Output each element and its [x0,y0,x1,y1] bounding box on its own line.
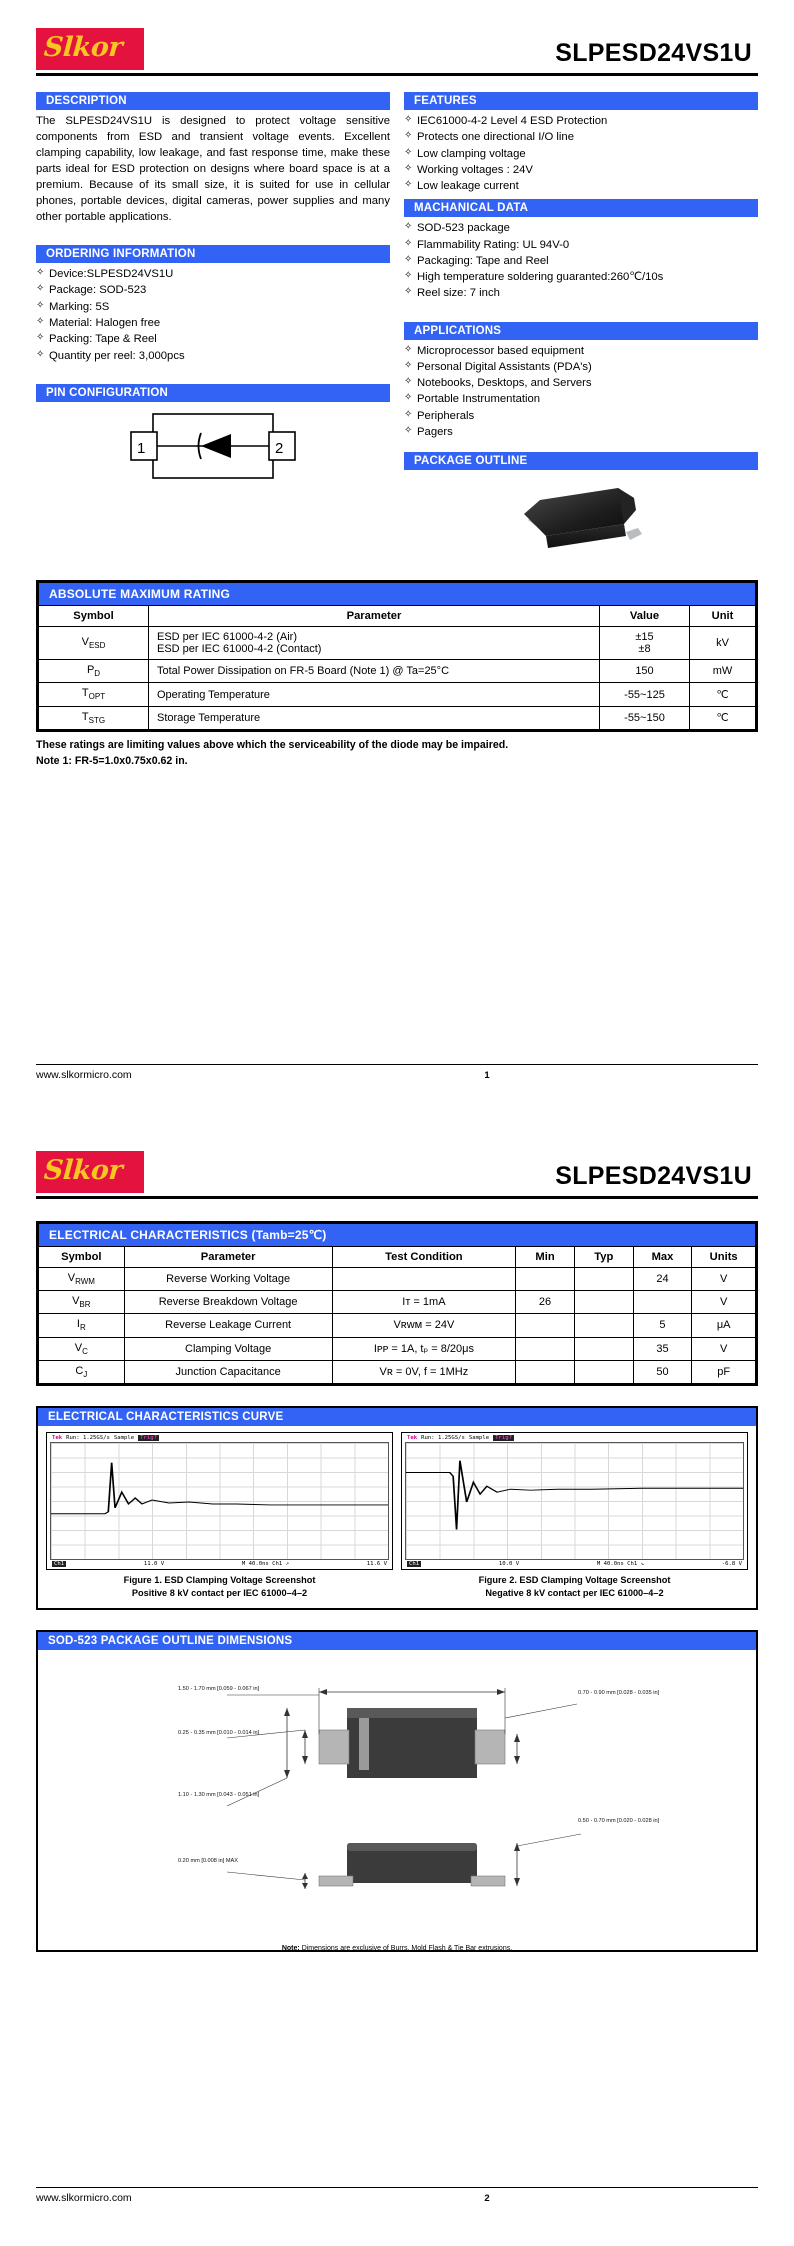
scope-run-label: Run: 1.25GS/s [421,1434,465,1441]
cell-min [516,1314,575,1337]
list-item: ✧ Package: SOD-523 [36,282,390,298]
table-row [39,660,756,683]
list-item: ✧ Peripherals [404,408,758,424]
slkor-logo [36,1151,144,1193]
column-header-min: Min [516,1247,575,1268]
symbol-subscript: R [79,1323,86,1333]
list-item: ✧ Packing: Tape & Reel [36,331,390,347]
list-item: ✧ Personal Digital Assistants (PDA's) [404,359,758,375]
list-item: ✧ Low leakage current [404,178,758,194]
note-label: Note: [281,1944,300,1952]
cell-parameter: Clamping Voltage [124,1337,332,1360]
waveform-trace-icon [51,1443,388,1559]
cell-value [600,627,690,660]
scope-time-div: M 40.0ns Ch1 ↗ [241,1560,290,1567]
value-line: ±15 [635,631,654,644]
mechanical-data-list [404,220,758,301]
note-line: These ratings are limiting values above which the serviceability of the diode may be impaired. [36,738,509,751]
table-row [39,627,756,660]
dimension-label-body-width: 0.70 - 0.90 mm [0.028 - 0.035 in] [578,1689,660,1696]
waveform-trace-icon [406,1443,743,1559]
cell-symbol [39,1360,125,1383]
cell-min [516,1268,575,1291]
column-header-value: Value [600,606,690,627]
footer-page-number: 2 [484,2192,490,2204]
scope-volts-div: 11.0 V [143,1560,165,1567]
cell-max [633,1291,692,1314]
left-column [36,92,390,558]
list-item: ✧ Quantity per reel: 3,000pcs [36,348,390,364]
cell-min: 26 [516,1291,575,1314]
table-row [39,1268,756,1291]
cell-max: 35 [633,1337,692,1360]
svg-text:1: 1 [137,439,146,457]
table-row [39,683,756,706]
cell-typ [574,1268,633,1291]
list-item: ✧ Packaging: Tape and Reel [404,253,758,269]
scope-screenshot-1 [46,1432,393,1570]
cell-parameter [149,627,600,660]
footer-url[interactable]: www.slkormicro.com [36,1069,132,1081]
list-item: ✧ Pagers [404,424,758,440]
symbol-letter: T [81,710,89,723]
section-header-pin-configuration: PIN CONFIGURATION [36,384,390,402]
figure-caption-1 [46,1572,393,1606]
scope-time-div: M 40.0ns Ch1 ↘ [596,1560,645,1567]
ordering-list [36,266,390,364]
cell-condition [332,1268,516,1291]
note-text: Dimensions are exclusive of Burrs. Mold Flash & Tie Bar extrusions. [301,1944,513,1952]
scope-channel-label: Ch1 [54,1560,65,1567]
list-item: ✧ Portable Instrumentation [404,391,758,407]
table-header-row [39,1247,756,1268]
applications-list [404,343,758,441]
cell-symbol [39,1291,125,1314]
symbol-subscript: RWM [75,1277,95,1287]
description-text: The SLPESD24VS1U is designed to protect voltage sensitive components from ESD and transient voltage events. Excellent clamping capability, low leakage, and fast response time, make these parts ideal for ESD protection on designs where board space is at a premium. Because of its small size, it is suited for use in cellular phones, portable devices, digital cameras, power supplies and many other portable applications. [36,115,390,224]
symbol-letter: V [72,1295,80,1308]
cell-typ [574,1291,633,1314]
list-item: ✧ Flammability Rating: UL 94V-0 [404,237,758,253]
cell-min [516,1360,575,1383]
cell-symbol [39,706,149,729]
table-row [39,1291,756,1314]
list-item: ✧ Microprocessor based equipment [404,343,758,359]
logo-text: Slkor [42,32,124,63]
cell-symbol [39,1314,125,1337]
table-title-row [39,583,756,606]
dimension-label-height: 0.50 - 0.70 mm [0.020 - 0.028 in] [578,1817,660,1824]
scope-run-label: Run: 1.25GS/s [66,1434,110,1441]
cell-units: V [692,1291,756,1314]
column-header-symbol: Symbol [39,1247,125,1268]
caption-line: Positive 8 kV contact per IEC 61000–4–2 [131,1587,308,1598]
cell-symbol [39,1337,125,1360]
section-header-applications: APPLICATIONS [404,322,758,340]
caption-line: Figure 2. ESD Clamping Voltage Screenshot [478,1574,671,1585]
cell-max: 5 [633,1314,692,1337]
list-item: ✧ High temperature soldering guaranted:260℃/10s [404,269,758,285]
scope-trigger-level: -6.8 V [721,1560,742,1567]
scope-waveform-1 [50,1442,389,1560]
pin-configuration-diagram [36,402,390,490]
cell-typ [574,1337,633,1360]
section-header-features: FEATURES [404,92,758,110]
footer-page-number: 1 [484,1069,490,1081]
list-item: ✧ Reel size: 7 inch [404,285,758,301]
parameter-line: ESD per IEC 61000-4-2 (Contact) [157,643,322,656]
right-column [404,92,758,558]
list-item: ✧ Notebooks, Desktops, and Servers [404,375,758,391]
list-item: ✧ Protects one directional I/O line [404,129,758,145]
symbol-subscript: STG [88,715,106,725]
cell-min [516,1337,575,1360]
column-header-typ: Typ [574,1247,633,1268]
cell-symbol [39,1268,125,1291]
cell-units: μA [692,1314,756,1337]
page-title: SLPESD24VS1U [555,39,752,67]
cell-units: V [692,1268,756,1291]
scope-brand-label: Tek [52,1434,63,1441]
page-footer [36,2187,758,2204]
cell-unit: ℃ [690,706,756,729]
column-header-unit: Unit [690,606,756,627]
package-outline-image [404,470,758,558]
cell-units: pF [692,1360,756,1383]
cell-value: -55~150 [600,706,690,729]
cell-max: 24 [633,1268,692,1291]
top-two-column-area [36,92,758,558]
scope-screenshot-2 [401,1432,748,1570]
footer-url[interactable]: www.slkormicro.com [36,2192,132,2204]
cell-units: V [692,1337,756,1360]
symbol-letter: C [75,1364,84,1377]
table-title: ABSOLUTE MAXIMUM RATING [39,583,756,606]
table-title-row [39,1224,756,1247]
cell-max: 50 [633,1360,692,1383]
column-header-parameter: Parameter [124,1247,332,1268]
list-item: ✧ Device:SLPESD24VS1U [36,266,390,282]
symbol-letter: P [86,664,95,677]
cell-parameter: Reverse Breakdown Voltage [124,1291,332,1314]
ratings-notes [36,738,758,770]
svg-text:2: 2 [275,439,284,457]
cell-value: -55~125 [600,683,690,706]
section-header-ordering-information: ORDERING INFORMATION [36,245,390,263]
symbol-subscript: ESD [88,641,106,651]
value-line: ±8 [638,643,651,656]
scope-waveform-2 [405,1442,744,1560]
table-row [39,1337,756,1360]
list-item: ✧ IEC61000-4-2 Level 4 ESD Protection [404,113,758,129]
scope-channel-label: Ch1 [409,1560,420,1567]
section-header-characteristics-curve: ELECTRICAL CHARACTERISTICS CURVE [38,1408,756,1426]
list-item: ✧ Working voltages : 24V [404,162,758,178]
cell-value: 150 [600,660,690,683]
symbol-subscript: J [83,1369,88,1379]
scope-trigger-level: 11.6 V [366,1560,387,1567]
symbol-letter: I [76,1318,80,1331]
cell-symbol [39,683,149,706]
list-item: ✧ Low clamping voltage [404,146,758,162]
symbol-subscript: BR [79,1300,91,1310]
figure-caption-2 [401,1572,748,1606]
scope-mode-label: Sample [113,1434,135,1441]
diode-schematic-icon [113,404,313,488]
caption-line: Negative 8 kV contact per IEC 61000–4–2 [485,1587,664,1598]
list-item: ✧ Material: Halogen free [36,315,390,331]
cell-parameter: Junction Capacitance [124,1360,332,1383]
symbol-letter: V [74,1341,83,1354]
symbol-subscript: C [82,1346,88,1356]
cell-symbol [39,627,149,660]
absolute-maximum-rating-table [38,582,756,730]
logo-text: Slkor [42,1155,124,1186]
symbol-letter: T [81,687,89,700]
header-rule [36,73,758,76]
cell-symbol [39,660,149,683]
sod523-package-icon [506,474,656,554]
section-header-mechanical-data: MACHANICAL DATA [404,199,758,217]
cell-condition: Iᴛ = 1mA [332,1291,516,1314]
scope-trigger-badge: Trig? [140,1434,157,1441]
cell-condition: Iᴘᴘ = 1A, tₚ = 8/20μs [332,1337,516,1360]
section-header-description: DESCRIPTION [36,92,390,110]
slkor-logo [36,28,144,70]
package-dimensions-frame [36,1630,758,1952]
column-header-max: Max [633,1247,692,1268]
table-header-row [39,606,756,627]
caption-line: Figure 1. ESD Clamping Voltage Screenshot [123,1574,316,1585]
cell-parameter: Storage Temperature [149,706,600,729]
symbol-letter: V [67,1272,76,1284]
parameter-line: ESD per IEC 61000-4-2 (Air) [157,631,297,644]
electrical-characteristics-curve-frame [36,1406,758,1610]
symbol-subscript: D [94,669,101,679]
symbol-letter: V [81,636,89,649]
page-title: SLPESD24VS1U [555,1162,752,1190]
dimension-label-length: 1.50 - 1.70 mm [0.059 - 0.067 in] [178,1685,260,1692]
cell-typ [574,1314,633,1337]
document-header [36,1123,758,1193]
absolute-maximum-rating-table-frame [36,580,758,732]
scope-brand-label: Tek [407,1434,418,1441]
cell-unit: ℃ [690,683,756,706]
package-dimensions-drawing [38,1650,756,1950]
features-list [404,113,758,194]
section-header-package-dimensions: SOD-523 PACKAGE OUTLINE DIMENSIONS [38,1632,756,1650]
scope-images-row [38,1426,756,1572]
table-row [39,1314,756,1337]
dimension-label-width: 1.10 - 1.30 mm [0.043 - 0.051 in] [178,1791,260,1798]
page-2 [0,1123,794,2246]
scope-mode-label: Sample [468,1434,490,1441]
cell-typ [574,1360,633,1383]
note-line: Note 1: FR-5=1.0x0.75x0.62 in. [36,754,188,767]
cell-parameter: Reverse Working Voltage [124,1268,332,1291]
cell-parameter: Operating Temperature [149,683,600,706]
cell-parameter: Total Power Dissipation on FR-5 Board (Note 1) @ Ta=25°C [149,660,600,683]
package-dimensions-note [46,1943,748,1960]
scope-trigger-badge: Trig? [495,1434,512,1441]
dimension-label-lead-thickness: 0.25 - 0.35 mm [0.010 - 0.014 in] [178,1729,260,1736]
list-item: ✧ SOD-523 package [404,220,758,236]
page-footer [36,1064,758,1081]
symbol-subscript: OPT [88,692,106,702]
package-outline-drawing-icon [46,1658,748,1938]
cell-condition: Vʀᴡᴍ = 24V [332,1314,516,1337]
cell-unit: mW [690,660,756,683]
electrical-characteristics-table [38,1223,756,1384]
cell-condition: Vʀ = 0V, f = 1MHz [332,1360,516,1383]
column-header-test-condition: Test Condition [332,1247,516,1268]
scope-volts-div: 10.0 V [498,1560,520,1567]
column-header-units: Units [692,1247,756,1268]
table-row [39,706,756,729]
section-header-package-outline: PACKAGE OUTLINE [404,452,758,470]
cell-parameter: Reverse Leakage Current [124,1314,332,1337]
table-row [39,1360,756,1383]
column-header-parameter: Parameter [149,606,600,627]
table-title: ELECTRICAL CHARACTERISTICS (Tamb=25℃) [39,1224,756,1247]
electrical-characteristics-table-frame [36,1221,758,1386]
figure-captions-row [38,1572,756,1608]
column-header-symbol: Symbol [39,606,149,627]
list-item: ✧ Marking: 5S [36,299,390,315]
cell-unit: kV [690,627,756,660]
dimension-label-standoff: 0.20 mm [0.008 in] MAX [178,1857,239,1864]
document-header [36,0,758,70]
